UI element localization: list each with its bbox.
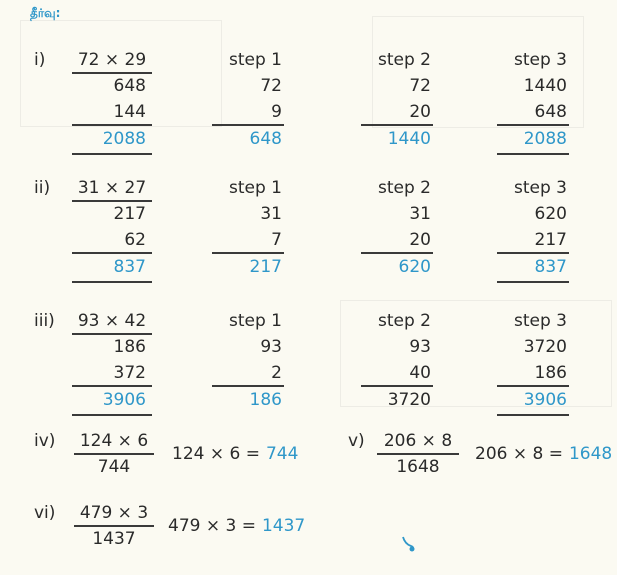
step-value: 1440 — [523, 76, 567, 96]
step-value: 20 — [409, 102, 431, 122]
product-result: 1648 — [396, 457, 440, 477]
final-answer: 837 — [113, 257, 146, 277]
step-answer-underline — [497, 414, 569, 416]
step-result: 648 — [249, 129, 282, 149]
step-result: 186 — [249, 390, 282, 410]
step-sum-line — [212, 252, 284, 254]
partial-product: 648 — [113, 76, 146, 96]
step-value: 9 — [271, 102, 282, 122]
ink-mark — [401, 535, 417, 553]
step-title: step 1 — [229, 311, 282, 331]
problem-label: v) — [348, 431, 365, 451]
step-value: 20 — [409, 230, 431, 250]
problem-expression: 479 × 3 — [79, 503, 149, 523]
fraction-bar — [377, 453, 459, 455]
inline-equation: 124 × 6 = 744 — [172, 444, 299, 464]
problem-label: i) — [34, 50, 46, 70]
final-answer: 3906 — [102, 390, 146, 410]
answer-underline — [72, 281, 152, 283]
step-sum-line — [361, 252, 433, 254]
step-value: 648 — [534, 102, 567, 122]
step-value: 72 — [409, 76, 431, 96]
fraction-bar — [74, 453, 154, 455]
step-title: step 3 — [514, 178, 567, 198]
step-value: 31 — [409, 204, 431, 224]
partial-product: 62 — [124, 230, 146, 250]
partial-product: 144 — [113, 102, 146, 122]
step-title: step 2 — [378, 311, 431, 331]
step-value: 3720 — [523, 337, 567, 357]
sum-line — [72, 124, 152, 126]
inline-answer: 744 — [265, 444, 299, 464]
step-title: step 2 — [378, 178, 431, 198]
step-value: 217 — [534, 230, 567, 250]
expression-underline — [72, 72, 152, 74]
expression-underline — [72, 200, 152, 202]
step-result: 3720 — [387, 390, 431, 410]
step-sum-line — [361, 385, 433, 387]
step-answer-underline — [497, 153, 569, 155]
fraction-bar — [74, 525, 154, 527]
problem-label: vi) — [34, 503, 56, 523]
step-result: 2088 — [523, 129, 567, 149]
step-value: 93 — [409, 337, 431, 357]
answer-underline — [72, 414, 152, 416]
step-title: step 3 — [514, 311, 567, 331]
step-value: 72 — [260, 76, 282, 96]
step-result: 837 — [534, 257, 567, 277]
step-value: 40 — [409, 363, 431, 383]
inline-answer: 1437 — [261, 516, 306, 536]
step-sum-line — [497, 252, 569, 254]
step-title: step 2 — [378, 50, 431, 70]
problem-expression: 206 × 8 — [383, 431, 453, 451]
problem-label: iii) — [34, 311, 55, 331]
step-value: 31 — [260, 204, 282, 224]
step-result: 217 — [249, 257, 282, 277]
step-title: step 1 — [229, 178, 282, 198]
partial-product: 217 — [113, 204, 146, 224]
step-value: 620 — [534, 204, 567, 224]
inline-equation: 479 × 3 = 1437 — [168, 516, 306, 536]
partial-product: 186 — [113, 337, 146, 357]
sum-line — [72, 252, 152, 254]
problem-expression: 31 × 27 — [77, 178, 147, 198]
sum-line — [72, 385, 152, 387]
step-answer-underline — [497, 281, 569, 283]
step-sum-line — [361, 124, 433, 126]
final-answer: 2088 — [102, 129, 146, 149]
problem-expression: 93 × 42 — [77, 311, 147, 331]
step-value: 7 — [271, 230, 282, 250]
inline-equation: 206 × 8 = 1648 — [475, 444, 613, 464]
step-result: 1440 — [387, 129, 431, 149]
step-title: step 3 — [514, 50, 567, 70]
product-result: 1437 — [92, 529, 136, 549]
step-sum-line — [212, 124, 284, 126]
step-value: 2 — [271, 363, 282, 383]
step-value: 186 — [534, 363, 567, 383]
problem-expression: 124 × 6 — [79, 431, 149, 451]
problem-label: iv) — [34, 431, 56, 451]
step-result: 620 — [398, 257, 431, 277]
step-value: 93 — [260, 337, 282, 357]
problem-label: ii) — [34, 178, 51, 198]
solution-heading: தீர்வு: — [30, 6, 61, 20]
step-title: step 1 — [229, 50, 282, 70]
step-sum-line — [497, 124, 569, 126]
expression-underline — [72, 333, 152, 335]
partial-product: 372 — [113, 363, 146, 383]
inline-answer: 1648 — [568, 444, 613, 464]
step-result: 3906 — [523, 390, 567, 410]
product-result: 744 — [97, 457, 131, 477]
step-sum-line — [497, 385, 569, 387]
problem-expression: 72 × 29 — [77, 50, 147, 70]
answer-underline — [72, 153, 152, 155]
step-sum-line — [212, 385, 284, 387]
